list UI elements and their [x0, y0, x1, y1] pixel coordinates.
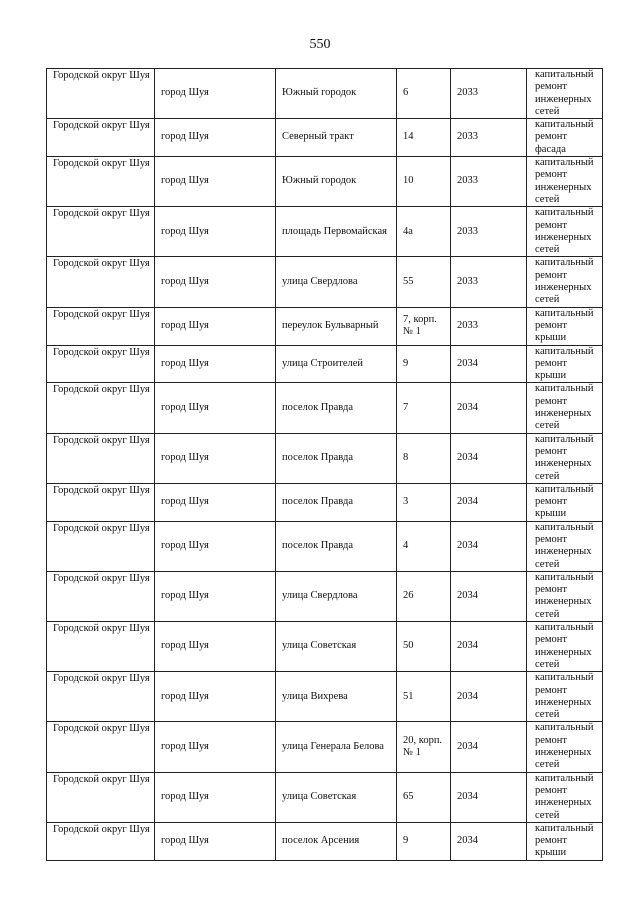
cell-locality: город Шуя: [155, 307, 276, 345]
cell-year: 2034: [451, 622, 527, 672]
cell-municipality: Городской округ Шуя: [47, 722, 155, 772]
table-row: [47, 722, 603, 772]
cell-municipality: Городской округ Шуя: [47, 433, 155, 483]
table-row: [47, 345, 603, 383]
cell-year: 2034: [451, 672, 527, 722]
cell-street: улица Свердлова: [276, 257, 397, 307]
cell-locality: город Шуя: [155, 672, 276, 722]
cell-locality: город Шуя: [155, 822, 276, 860]
cell-street: поселок Правда: [276, 383, 397, 433]
cell-municipality: Городской округ Шуя: [47, 257, 155, 307]
table-row: [47, 307, 603, 345]
cell-house: 10: [397, 157, 451, 207]
cell-street: улица Генерала Белова: [276, 722, 397, 772]
cell-street: Южный городок: [276, 69, 397, 119]
cell-work-type: капитальный ремонт инженерных сетей: [527, 722, 603, 772]
table-row: [47, 521, 603, 571]
cell-year: 2033: [451, 257, 527, 307]
cell-street: поселок Правда: [276, 483, 397, 521]
cell-house: 14: [397, 119, 451, 157]
table-row: [47, 157, 603, 207]
cell-work-type: капитальный ремонт крыши: [527, 822, 603, 860]
cell-work-type: капитальный ремонт инженерных сетей: [527, 571, 603, 621]
cell-work-type: капитальный ремонт инженерных сетей: [527, 772, 603, 822]
table-row: [47, 571, 603, 621]
table-row: [47, 207, 603, 257]
cell-year: 2034: [451, 483, 527, 521]
cell-municipality: Городской округ Шуя: [47, 521, 155, 571]
cell-house: 6: [397, 69, 451, 119]
cell-year: 2033: [451, 69, 527, 119]
cell-municipality: Городской округ Шуя: [47, 157, 155, 207]
table-row: [47, 483, 603, 521]
cell-locality: город Шуя: [155, 69, 276, 119]
cell-year: 2033: [451, 307, 527, 345]
cell-house: 8: [397, 433, 451, 483]
cell-locality: город Шуя: [155, 383, 276, 433]
cell-street: улица Советская: [276, 772, 397, 822]
page-number: 550: [309, 37, 331, 52]
cell-year: 2034: [451, 433, 527, 483]
table-row: [47, 119, 603, 157]
cell-year: 2034: [451, 571, 527, 621]
cell-locality: город Шуя: [155, 433, 276, 483]
cell-house: 9: [397, 345, 451, 383]
table-row: [47, 772, 603, 822]
cell-work-type: капитальный ремонт крыши: [527, 307, 603, 345]
cell-street: улица Свердлова: [276, 571, 397, 621]
cell-year: 2034: [451, 722, 527, 772]
cell-year: 2033: [451, 119, 527, 157]
table-row: [47, 822, 603, 860]
cell-locality: город Шуя: [155, 345, 276, 383]
cell-street: поселок Правда: [276, 433, 397, 483]
cell-house: 7, корп. № 1: [397, 307, 451, 345]
cell-house: 20, корп. № 1: [397, 722, 451, 772]
cell-work-type: капитальный ремонт инженерных сетей: [527, 157, 603, 207]
cell-work-type: капитальный ремонт инженерных сетей: [527, 622, 603, 672]
cell-municipality: Городской округ Шуя: [47, 307, 155, 345]
cell-street: переулок Бульварный: [276, 307, 397, 345]
table-row: [47, 433, 603, 483]
cell-municipality: Городской округ Шуя: [47, 672, 155, 722]
cell-house: 9: [397, 822, 451, 860]
cell-municipality: Городской округ Шуя: [47, 383, 155, 433]
cell-locality: город Шуя: [155, 257, 276, 307]
cell-locality: город Шуя: [155, 207, 276, 257]
cell-locality: город Шуя: [155, 622, 276, 672]
cell-municipality: Городской округ Шуя: [47, 772, 155, 822]
table-row: [47, 672, 603, 722]
cell-work-type: капитальный ремонт крыши: [527, 345, 603, 383]
cell-year: 2034: [451, 772, 527, 822]
cell-work-type: капитальный ремонт инженерных сетей: [527, 521, 603, 571]
cell-house: 4: [397, 521, 451, 571]
cell-locality: город Шуя: [155, 571, 276, 621]
cell-municipality: Городской округ Шуя: [47, 571, 155, 621]
cell-municipality: Городской округ Шуя: [47, 69, 155, 119]
table-row: [47, 622, 603, 672]
cell-street: Северный тракт: [276, 119, 397, 157]
cell-house: 4а: [397, 207, 451, 257]
cell-street: площадь Первомайская: [276, 207, 397, 257]
cell-locality: город Шуя: [155, 521, 276, 571]
cell-house: 51: [397, 672, 451, 722]
cell-year: 2034: [451, 345, 527, 383]
cell-locality: город Шуя: [155, 119, 276, 157]
cell-street: улица Вихрева: [276, 672, 397, 722]
cell-street: улица Советская: [276, 622, 397, 672]
cell-work-type: капитальный ремонт инженерных сетей: [527, 383, 603, 433]
housing-repair-table: [46, 68, 603, 861]
cell-work-type: капитальный ремонт инженерных сетей: [527, 672, 603, 722]
cell-street: Южный городок: [276, 157, 397, 207]
cell-house: 65: [397, 772, 451, 822]
cell-municipality: Городской округ Шуя: [47, 483, 155, 521]
cell-work-type: капитальный ремонт инженерных сетей: [527, 69, 603, 119]
cell-locality: город Шуя: [155, 772, 276, 822]
table-row: [47, 383, 603, 433]
table-row: [47, 69, 603, 119]
cell-municipality: Городской округ Шуя: [47, 622, 155, 672]
cell-work-type: капитальный ремонт фасада: [527, 119, 603, 157]
cell-work-type: капитальный ремонт инженерных сетей: [527, 207, 603, 257]
cell-house: 26: [397, 571, 451, 621]
cell-year: 2033: [451, 157, 527, 207]
cell-municipality: Городской округ Шуя: [47, 207, 155, 257]
cell-work-type: капитальный ремонт крыши: [527, 483, 603, 521]
cell-municipality: Городской округ Шуя: [47, 822, 155, 860]
cell-house: 3: [397, 483, 451, 521]
cell-house: 50: [397, 622, 451, 672]
cell-work-type: капитальный ремонт инженерных сетей: [527, 257, 603, 307]
cell-year: 2034: [451, 521, 527, 571]
cell-locality: город Шуя: [155, 483, 276, 521]
cell-year: 2034: [451, 822, 527, 860]
cell-year: 2034: [451, 383, 527, 433]
cell-house: 55: [397, 257, 451, 307]
cell-year: 2033: [451, 207, 527, 257]
cell-street: поселок Арсения: [276, 822, 397, 860]
cell-municipality: Городской округ Шуя: [47, 345, 155, 383]
cell-street: улица Строителей: [276, 345, 397, 383]
cell-locality: город Шуя: [155, 157, 276, 207]
cell-locality: город Шуя: [155, 722, 276, 772]
cell-municipality: Городской округ Шуя: [47, 119, 155, 157]
cell-work-type: капитальный ремонт инженерных сетей: [527, 433, 603, 483]
cell-house: 7: [397, 383, 451, 433]
table-row: [47, 257, 603, 307]
cell-street: поселок Правда: [276, 521, 397, 571]
